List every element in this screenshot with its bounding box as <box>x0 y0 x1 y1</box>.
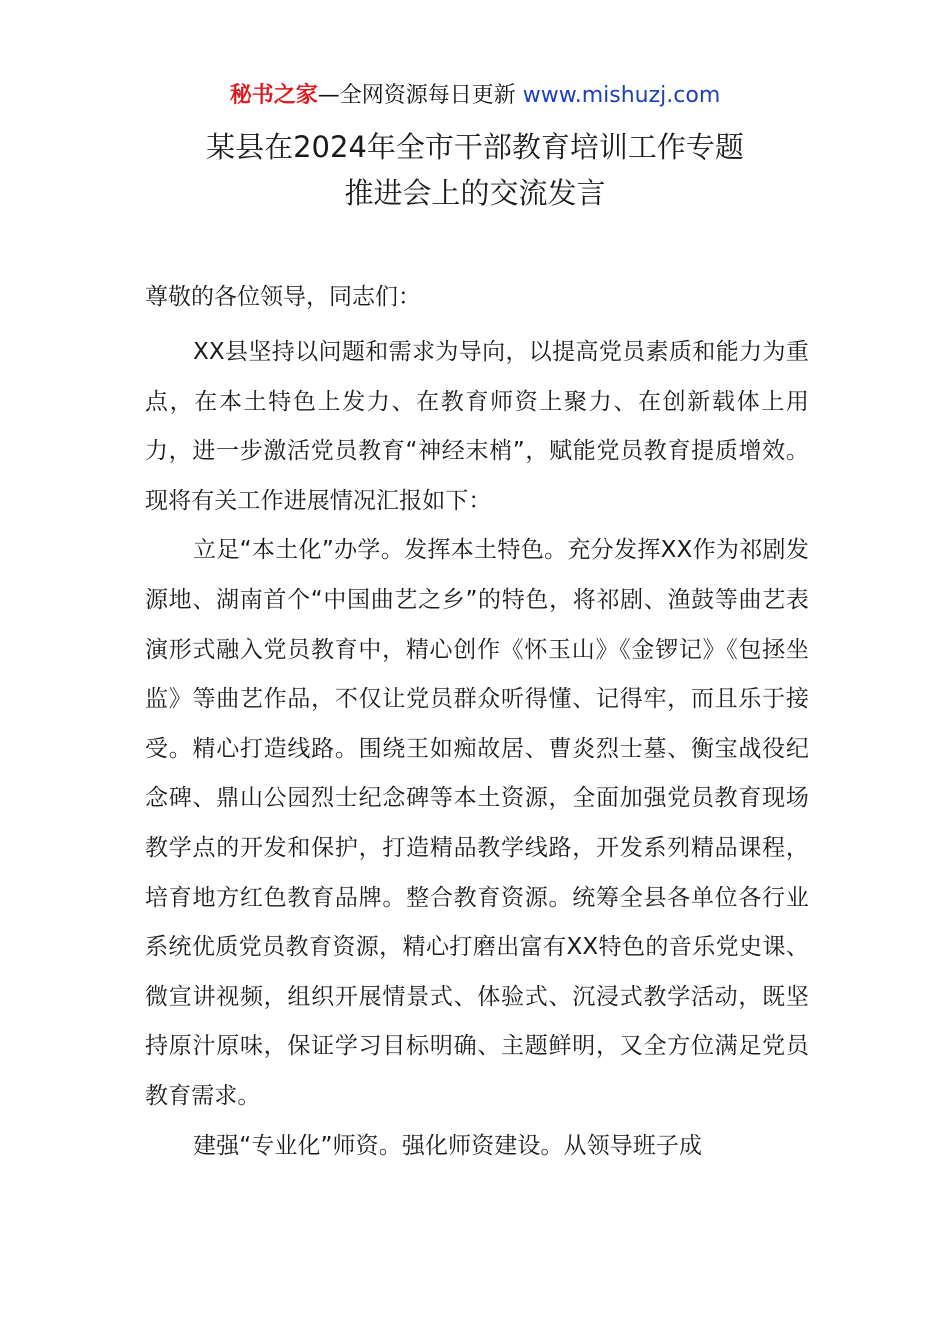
paragraph-professional-faculty: 建强“专业化”师资。强化师资建设。从领导班子成 <box>193 1132 703 1159</box>
paragraph-localized-teaching: 立足“本土化”办学。发挥本土特色。充分发挥XX作为祁剧发源地、湖南首个“中国曲艺之乡”的特色，将祁剧、渔鼓等曲艺表演形式融入党员教育中，精心创作《怀玉山》《金锣记》《包拯坐监》等曲艺作品，不仅让党员群众听得懂、记得牢，而且乐于接受。精心打造线路。围绕王如痴故居、曹炎烈士墓、衡宝战役纪念碑、鼎山公园烈士纪念碑等本土资源，全面加强党员教育现场教学点的开发和保护，打造精品教学线路，开发系列精品课程，培育地方红色教育品牌。整合教育资源。统筹全县各单位各行业系统优质党员教育资源，精心打磨出富有XX特色的音乐党史课、微宣讲视频，组织开展情景式、体验式、沉浸式教学活动，既坚持原汁原味，保证学习目标明确、主题鲜明，又全方位满足党员教育需求。 <box>145 537 809 1109</box>
title-line-1: 某县在2024年全市干部教育培训工作专题 <box>206 130 744 164</box>
header-tagline: —全网资源每日更新 <box>317 83 516 108</box>
document-title <box>0 124 950 216</box>
brand-name: 秘书之家 <box>229 83 318 108</box>
title-line-2: 推进会上的交流发言 <box>344 176 606 210</box>
salutation: 尊敬的各位领导，同志们： <box>145 284 421 310</box>
site-header <box>0 80 950 112</box>
document-body <box>145 278 809 1171</box>
paragraph-intro: XX县坚持以问题和需求为导向，以提高党员素质和能力为重点，在本土特色上发力、在教育师资上聚力、在创新载体上用力，进一步激活党员教育“神经末梢”，赋能党员教育提质增效。现将有关工作进展情况汇报如下： <box>145 339 809 514</box>
site-url-link[interactable]: www.mishuzj.com <box>522 83 721 108</box>
